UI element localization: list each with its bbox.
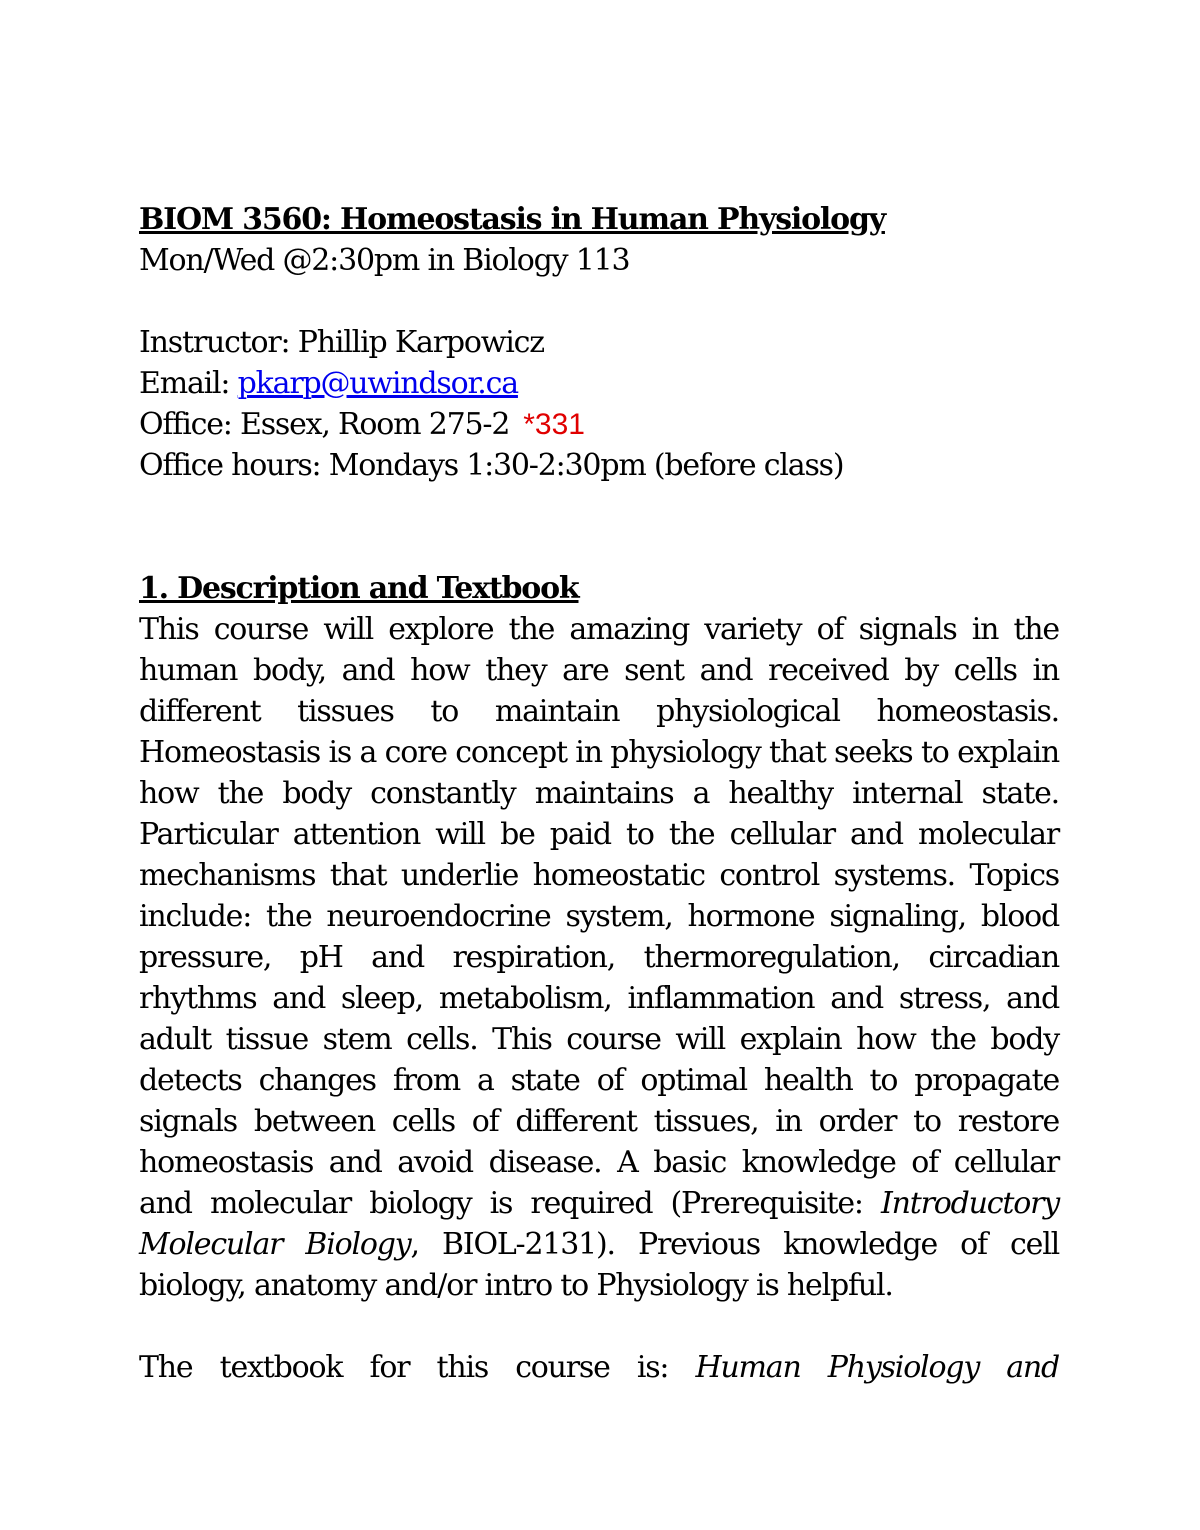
section-heading-description: 1. Description and Textbook bbox=[139, 571, 579, 606]
instructor-line: Instructor: Phillip Karpowicz bbox=[139, 325, 544, 360]
spacer bbox=[139, 281, 1059, 322]
course-title: BIOM 3560: Homeostasis in Human Physiology bbox=[139, 202, 885, 237]
textbook-title: Human Physiology and bbox=[695, 1350, 1060, 1385]
textbook-line bbox=[139, 1347, 1059, 1388]
email-link[interactable]: pkarp@uwindsor.ca bbox=[237, 366, 518, 401]
spacer bbox=[139, 486, 1059, 568]
email-label: Email: bbox=[139, 366, 238, 401]
office-line bbox=[139, 404, 1059, 445]
description-paragraph bbox=[139, 609, 1059, 1306]
textbook-intro: The textbook for this course is: bbox=[139, 1350, 696, 1385]
office-extension: *331 bbox=[523, 408, 585, 441]
office-hours-line: Office hours: Mondays 1:30-2:30pm (before class) bbox=[139, 448, 844, 483]
document-content bbox=[139, 199, 1059, 1388]
email-line bbox=[139, 363, 1059, 404]
description-text-part1: This course will explore the amazing variety of signals in the human body, and how they are sent and received by cells in different tissues to maintain physiological homeostasis. Homeostasis is a core concept in physiology that seeks to explain how the body constantly maintains a healthy internal state. Particular attention will be paid to the cellular and molecular mechanisms that underlie homeostatic control systems. Topics include: the neuroendocrine system, hormone signaling, blood pressure, pH and respiration, thermoregulation, circadian rhythms and sleep, metabolism, inflammation and stress, and adult tissue stem cells. This course will explain how the body detects changes from a state of optimal health to propagate signals between cells of different tissues, in order to restore homeostasis and avoid disease. A basic knowledge of cellular and molecular biology is required (Prerequisite: bbox=[139, 612, 1059, 1221]
textbook-paragraph bbox=[139, 1347, 1059, 1388]
prerequisite-course-name: Introductory Molecular Biology bbox=[139, 1186, 1059, 1262]
spacer bbox=[139, 1306, 1059, 1347]
course-schedule: Mon/Wed @2:30pm in Biology 113 bbox=[139, 243, 630, 278]
office-location: Office: Essex, Room 275-2 bbox=[139, 407, 510, 442]
description-text-part2: , BIOL-2131). Previous knowledge of cell biology, anatomy and/or intro to Physiology is helpful. bbox=[139, 1227, 1059, 1303]
